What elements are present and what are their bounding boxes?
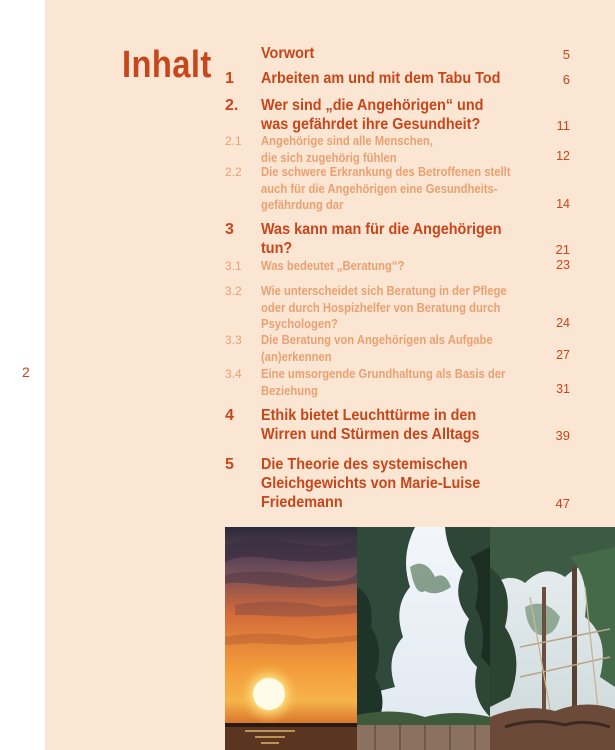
toc-page: 23: [556, 258, 570, 272]
toc-title: Arbeiten am und mit dem Tabu Tod: [261, 70, 501, 87]
toc-page: 39: [555, 428, 570, 443]
toc-title: Angehörige sind alle Menschen, die sich zugehörig fühlen: [261, 134, 433, 165]
toc-number: 3.2: [225, 284, 242, 298]
toc-page: 14: [556, 197, 570, 211]
page-title: Inhalt: [122, 44, 212, 86]
toc-title: Was kann man für die Angehörigen tun?: [261, 221, 502, 257]
toc-number: 2.: [225, 97, 239, 114]
toc-title: Wie unterscheidet sich Beratung in der Pflege oder durch Hospizhelfer von Beratung durch Psychologen?: [261, 284, 507, 331]
toc-title: Die schwere Erkrankung des Betroffenen stellt auch für die Angehörigen eine Gesundheits- gefährdung dar: [261, 165, 511, 212]
toc-page: 11: [556, 118, 570, 133]
toc-page: 12: [556, 149, 570, 163]
toc-number: 2.1: [225, 134, 242, 148]
toc-page: 24: [556, 316, 570, 330]
toc-number: 1: [225, 70, 234, 87]
toc-number: 3.4: [225, 367, 242, 381]
toc-title: Die Beratung von Angehörigen als Aufgabe (an)erkennen: [261, 333, 493, 364]
page-number: 2: [22, 364, 30, 380]
toc-page: 47: [555, 496, 570, 511]
toc-title: Vorwort: [261, 45, 315, 62]
toc-title: Wer sind „die Angehörigen“ und was gefährdet ihre Gesundheit?: [261, 97, 484, 133]
toc-number: 5: [225, 456, 234, 473]
toc-number: 4: [225, 407, 234, 424]
toc-page: 31: [556, 382, 570, 396]
toc-title: Was bedeutet „Beratung“?: [261, 259, 405, 273]
toc-number: 3: [225, 221, 234, 238]
toc-title: Ethik bietet Leuchttürme in den Wirren und Stürmen des Alltags: [261, 407, 480, 443]
toc-title: Die Theorie des systemischen Gleichgewichts von Marie-Luise Friedemann: [261, 456, 481, 511]
toc-number: 3.3: [225, 333, 242, 347]
tree-climbing-photo: [490, 527, 615, 750]
tree-canopy-photo: [357, 527, 490, 750]
photo-strip: [225, 527, 615, 750]
toc-number: 2.2: [225, 165, 242, 179]
toc-title: Eine umsorgende Grundhaltung als Basis der Beziehung: [261, 367, 506, 398]
toc-page: 6: [562, 72, 570, 87]
toc-page: 27: [556, 348, 570, 362]
sunset-photo: [225, 527, 357, 750]
toc-page: 5: [562, 47, 570, 62]
toc-page: 21: [555, 242, 570, 257]
toc-number: 3.1: [225, 259, 242, 273]
